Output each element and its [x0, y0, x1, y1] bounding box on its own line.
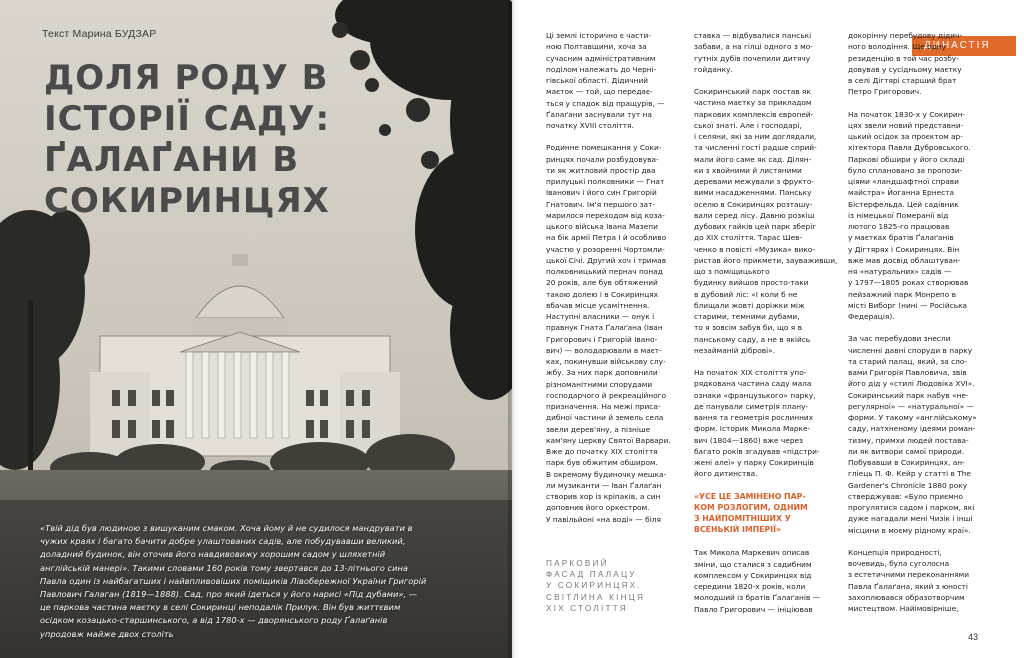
- text-column-1: [546, 30, 680, 536]
- text-line: Паркові обшири у його складі: [848, 154, 965, 164]
- text-line: ти як житловий простір два: [546, 165, 656, 175]
- body-paragraph: [694, 547, 828, 615]
- text-line: ня «натуральних» садів —: [848, 267, 952, 276]
- text-line: На початок 1830-х у Сокирин-: [848, 109, 966, 119]
- text-line: його дитинства.: [694, 469, 758, 479]
- text-line: тизму, примхи людей постава-: [848, 435, 969, 445]
- text-line: гойданку.: [694, 64, 733, 74]
- pull-quote: [694, 491, 828, 536]
- text-line: початку XVIII століття.: [546, 121, 634, 130]
- text-line: вання та геометрія рослинних: [694, 413, 814, 422]
- text-line: Так Микола Маркевич описав: [694, 548, 810, 558]
- text-line: мистецтвом. Найімовірніше,: [848, 604, 959, 613]
- pull-quote-line: ВСЕНЬКІЙ ІМПЕРІЇ»: [694, 525, 782, 535]
- text-line: будинку вийшов просто-таки: [694, 278, 809, 288]
- text-line: вич) — володарювали в маєт-: [546, 345, 662, 355]
- text-line: ного володіння. Ще одну: [848, 42, 947, 52]
- text-line: у маєтках братів Ґалаґанів: [848, 233, 954, 243]
- text-line: ли музиканти — Іван Ґалаґан: [546, 480, 662, 490]
- text-line: цького війська Івана Мазепи: [546, 222, 658, 231]
- text-line: У павільйоні «на воді» — біля: [546, 514, 661, 524]
- text-line: Сокиринський парк постав як: [694, 87, 811, 96]
- caption-line: У СОКИРИНЦЯХ.: [546, 581, 642, 591]
- text-line: ставка — відбувалися панські: [694, 31, 812, 40]
- text-line: то я зовсім забув би, що я в: [694, 323, 802, 333]
- text-line: в дубовий ліс: «І коли б не: [694, 289, 798, 299]
- text-line: Концепція природності,: [848, 547, 942, 557]
- photo-caption: [546, 558, 686, 614]
- text-line: стверджував: «Було приємно: [848, 491, 964, 501]
- text-line: місті Виборг (нині — Російська: [848, 300, 968, 310]
- text-line: На початок XIX століття упо-: [694, 368, 807, 377]
- text-line: марилося переходом від коза-: [546, 210, 665, 220]
- text-line: Родинне помешкання у Соки-: [546, 143, 662, 153]
- text-line: Сокиринський парк набув «не-: [848, 390, 969, 400]
- text-line: ли як витвори самої природи.: [848, 446, 965, 456]
- text-line: у Дігтярях і Сокиринцях. Він: [848, 244, 960, 254]
- text-line: вбачав місце усамітнення.: [546, 300, 650, 310]
- text-line: правнук Гната Ґалаґана (Іван: [546, 323, 663, 333]
- text-line: місцини в моєму рідному краї».: [848, 525, 971, 535]
- pull-quote-line: З НАЙПОМІТНІШИХ У: [694, 513, 791, 523]
- text-line: поділом належать до Черні-: [546, 64, 657, 74]
- text-line: саду, натхненому ідеями роман-: [848, 424, 976, 434]
- text-line: ознаки «французького» парку,: [694, 390, 816, 400]
- text-line: захоплювався образотворчим: [848, 592, 965, 602]
- text-line: багато років згадував «підстри-: [694, 446, 820, 456]
- text-line: Бістерфельда. Цей садівник: [848, 199, 959, 209]
- text-line: докорінну перебудову дідич-: [848, 31, 963, 40]
- text-line: доповнив його оркестром.: [546, 503, 650, 513]
- text-line: Побувавши в Сокиринцях, ан-: [848, 458, 965, 467]
- text-line: полковницький пернач понад: [546, 267, 663, 276]
- text-line: кам'яну церкву Святої Варвари.: [546, 435, 671, 445]
- text-line: з естетичними переконаннями: [848, 570, 970, 580]
- text-line: ціями «ландшафтної справи: [848, 177, 959, 186]
- text-line: маєток — той, що передає-: [546, 87, 653, 97]
- page-number: 43: [968, 632, 979, 642]
- text-line: рядкована частина саду мала: [694, 379, 812, 389]
- text-line: ської знаті. Але і господарі,: [694, 120, 802, 130]
- body-paragraph: [848, 109, 982, 323]
- text-line: цький осідок за проєктом ар-: [848, 132, 963, 141]
- pull-quote-line: «УСЕ ЦЕ ЗАМІНЕНО ПАР-: [694, 491, 806, 501]
- body-paragraph: [848, 333, 982, 536]
- text-line: Павло Григорович — ініціював: [694, 604, 813, 614]
- text-line: такою долею і в Сокиринцях: [546, 289, 659, 299]
- text-line: дубових гайків цей парк зберіг: [694, 222, 817, 231]
- text-line: регулярної» — «натуральної» —: [848, 401, 974, 411]
- text-line: зміни, що сталися з садибним: [694, 559, 812, 569]
- text-line: та старий палац, який, за сло-: [848, 356, 968, 366]
- headline-line: ІСТОРІЇ САДУ:: [44, 99, 331, 139]
- text-line: ристав його прикмети, зауваживши,: [694, 255, 838, 265]
- text-line: цької Січі. Другий хоч і тримав: [546, 255, 667, 265]
- section-tag: ДИНАСТІЯ: [912, 36, 1016, 56]
- text-line: форми. У такому «англійському»: [848, 413, 977, 422]
- headline-line: СОКИРИНЦЯХ: [44, 181, 330, 221]
- text-line: вали серед лісу. Давню розкіш: [694, 210, 815, 220]
- text-line: Gardener's Chronicle 1880 року: [848, 480, 968, 490]
- text-line: Павла Ґалаґана, який з юності: [848, 581, 968, 591]
- body-paragraph: [694, 367, 828, 480]
- text-line: в селі Дігтярі старший брат: [848, 76, 957, 85]
- text-line: вич (1804—1860) вже через: [694, 435, 803, 445]
- body-paragraph: [694, 86, 838, 356]
- body-paragraph: [546, 142, 680, 525]
- text-line: ною Полтавщини, хоча за: [546, 42, 647, 52]
- text-line: старими, темними дубами,: [694, 312, 800, 321]
- text-line: господарчого й рекреаційного: [546, 390, 667, 400]
- text-line: забави, а на гілці одного з мо-: [694, 42, 813, 52]
- text-line: де панували симетрія плану-: [694, 401, 809, 411]
- text-line: прилуцькі полковники — Гнат: [546, 177, 665, 186]
- text-line: його дід у «стилі Людовіка XVI».: [848, 379, 975, 389]
- text-line: у 1797—1805 роках створював: [848, 278, 969, 288]
- text-line: Наступні власники — онук і: [546, 312, 655, 321]
- caption-line: СВІТЛИНА КІНЦЯ: [546, 592, 646, 602]
- text-line: майстра» Йоганна Ернеста: [848, 188, 955, 198]
- author-credit: Текст Марина БУДЗАР: [42, 28, 157, 40]
- body-paragraph: [546, 30, 680, 131]
- headline-line: ҐАЛАҐАНИ В: [44, 140, 300, 180]
- text-line: хітектора Павла Дубровського.: [848, 143, 971, 153]
- text-line: вами Григорія Павловича, звів: [848, 368, 967, 377]
- text-line: жбу. За них парк доповнили: [546, 368, 658, 378]
- text-column-2: [694, 30, 838, 626]
- text-line: Петро Григорович.: [848, 87, 922, 97]
- text-line: 20 років, але був обтяжений: [546, 278, 658, 288]
- text-line: паркових комплексів європей-: [694, 109, 814, 119]
- text-line: дуже нагадали мені Чизік і інші: [848, 514, 973, 524]
- text-line: гутніх дубів почепили дитячу: [694, 53, 811, 63]
- text-column-3: [848, 30, 982, 625]
- text-line: та численні гості радше сприй-: [694, 143, 817, 153]
- text-line: цях звели новий представни-: [848, 120, 964, 130]
- caption-line: XIX СТОЛІТТЯ: [546, 603, 628, 613]
- text-line: що з поміщицького: [694, 267, 770, 276]
- text-line: було сплановано за пропози-: [848, 165, 963, 175]
- text-line: блищали жовті доріжки між: [694, 300, 805, 310]
- text-line: участю у розоренні Чортомли-: [546, 244, 665, 254]
- text-line: Гнатович. Ім'я першого зат-: [546, 199, 656, 209]
- text-line: ках, покинувши військову слу-: [546, 357, 666, 366]
- text-line: середини 1820-х років, коли: [694, 582, 806, 592]
- text-line: В окремому будиночку мешка-: [546, 469, 667, 479]
- text-line: Іванович і його син Григорій: [546, 188, 657, 198]
- text-line: мали його саме як сад. Ділян-: [694, 154, 812, 164]
- text-line: і селяни, які за ним доглядали,: [694, 132, 817, 141]
- text-line: дибної частини й земель села: [546, 413, 664, 423]
- text-line: деревами межували з фрукто-: [694, 177, 815, 186]
- text-line: гівської області. Дідичний: [546, 76, 649, 85]
- text-line: оселю в Сокиринцях розташу-: [694, 199, 813, 209]
- text-line: форм. Історик Микола Марке-: [694, 424, 811, 434]
- text-line: незайманій діброві».: [694, 345, 775, 355]
- text-line: жені алеї» у парку Сокиринців: [694, 458, 814, 467]
- text-line: до XIX століття. Тарас Шев-: [694, 233, 803, 243]
- headline-line: ДОЛЯ РОДУ В: [44, 58, 329, 98]
- text-line: різноманітними спорудами: [546, 379, 653, 389]
- body-paragraph: [848, 30, 982, 98]
- text-line: За час перебудови знесли: [848, 334, 951, 344]
- text-line: вими насадженнями. Панську: [694, 188, 812, 198]
- text-line: ринцях почали розбудовува-: [546, 154, 659, 164]
- text-line: панському саду, а не в якійсь: [694, 334, 811, 344]
- pull-quote-line: КОМ РОЗЛОГИМ, ОДНИМ: [694, 502, 808, 512]
- text-line: Григорович і Григорій Івано-: [546, 334, 658, 344]
- text-line: Вже до початку XIX століття: [546, 447, 658, 456]
- text-line: призначення. На межі приса-: [546, 402, 661, 411]
- text-line: молодший із братів Ґалаґанів —: [694, 593, 821, 603]
- text-line: Ці землі історично є части-: [546, 31, 651, 40]
- text-line: парк був обжитим обширом.: [546, 458, 658, 468]
- text-line: на бік армії Петра I й особливо: [546, 233, 667, 243]
- text-line: звели дерев'яну, а пізніше: [546, 424, 651, 434]
- body-paragraph: [848, 547, 982, 615]
- text-line: із німецької Померанії від: [848, 210, 949, 220]
- caption-line: ПАРКОВИЙ: [546, 559, 609, 568]
- text-line: створив хор із кріпаків, а син: [546, 492, 661, 501]
- text-line: пейзажний парк Монрепо в: [848, 289, 956, 299]
- text-line: комплексом у Сокиринцях від: [694, 570, 812, 580]
- text-line: вже мав досвід облаштуван-: [848, 255, 961, 265]
- text-line: численні давні споруди в парку: [848, 345, 973, 355]
- text-line: ться у спадок від пращурів, —: [546, 98, 665, 108]
- text-line: лютого 1825-го працював: [848, 222, 950, 231]
- body-paragraph: [694, 30, 828, 75]
- text-line: прогулятися садом і парком, які: [848, 503, 975, 512]
- text-line: гліець П. Ф. Кейр у статті в The: [848, 469, 971, 479]
- text-line: сучасним адміністративним: [546, 53, 656, 63]
- text-line: вочевидь, була суголосна: [848, 559, 950, 568]
- lead-quote: «Твій дід був людиною з вишуканим смаком. Хоча йому й не судилося мандрувати в чужих краях і багато бачити добре улаштованих садів, але побудувавши великий, доладний будинок, він оточив його навдивовижу хорошим садом у шляхетній англійській манері». Такими словами 160 років тому звертався до 13-літнього сина Павла один із найбагатших і найвпливовіших поміщиків Лівобережної України Григорій Павлович Галаган (1819—1888). Сад, про який ідеться у його нарисі «Під дубами», — це паркова частина маєтку в селі Сокиринці неподалік Прилук. Він був життєвим осідком козацько-старшинського, а від 1780-х — дворянського роду Ґалаґанів упродовж майже двох століть: [40, 523, 427, 639]
- text-line: ченко в повісті «Музика» вико-: [694, 244, 816, 254]
- text-line: ки з хвойними й листяними: [694, 165, 802, 175]
- caption-line: ФАСАД ПАЛАЦУ: [546, 570, 637, 580]
- text-line: резиденцію в той час розбу-: [848, 53, 959, 63]
- text-line: Федерація).: [848, 312, 895, 321]
- text-line: Ґалаґани заснували тут на: [546, 109, 652, 119]
- text-line: частина маєтку за прикладом: [694, 98, 812, 108]
- article-headline: [44, 58, 384, 222]
- text-line: довував у сусідньому маєтку: [848, 64, 962, 74]
